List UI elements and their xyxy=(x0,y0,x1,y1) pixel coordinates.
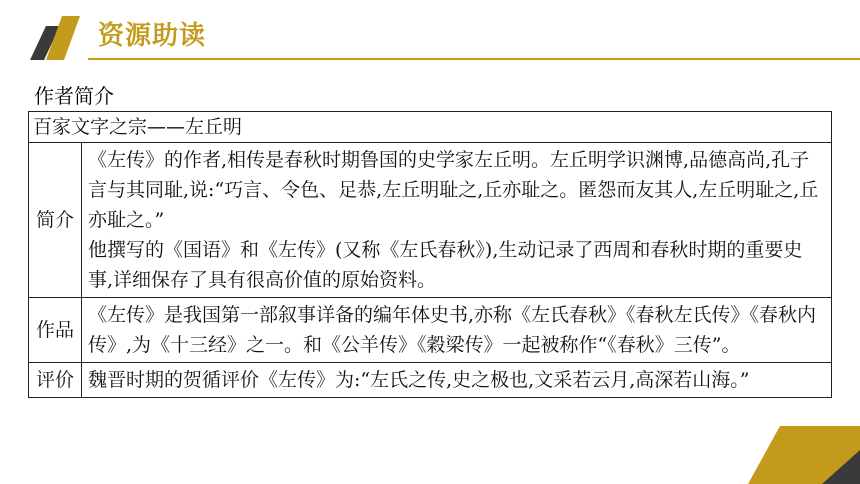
table-title: 百家文字之宗——左丘明 xyxy=(29,112,832,143)
header-divider xyxy=(88,58,860,60)
row-label-works: 作品 xyxy=(29,298,82,363)
section-title: 作者简介 xyxy=(34,84,114,108)
table-row xyxy=(29,143,832,298)
table-row xyxy=(29,363,832,398)
intro-paragraph-1: 《左传》的作者,相传是春秋时期鲁国的史学家左丘明。左丘明学识渊博,品德高尚,孔子言与其同耻,说:“巧言、令色、足恭,左丘明耻之,丘亦耻之。匿怨而友其人,左丘明耻之,丘亦耻之。” xyxy=(88,149,819,231)
works-paragraph: 《左传》是我国第一部叙事详备的编年体史书,亦称《左氏春秋》《春秋左氏传》《春秋内传》,为《十三经》之一。和《公羊传》《穀梁传》一起被称作“《春秋》三传”。 xyxy=(88,304,817,356)
header-logo-icon xyxy=(30,16,80,60)
author-info-table xyxy=(28,111,832,398)
row-label-intro: 简介 xyxy=(29,143,82,298)
table-title-row xyxy=(29,112,832,143)
table-row xyxy=(29,298,832,363)
intro-paragraph-2: 他撰写的《国语》和《左传》(又称《左氏春秋》),生动记录了西周和春秋时期的重要史事,详细保存了具有很高价值的原始资料。 xyxy=(88,239,803,291)
row-content-works xyxy=(82,298,832,363)
row-content-evaluation xyxy=(82,363,832,398)
row-label-evaluation: 评价 xyxy=(29,363,82,398)
evaluation-paragraph: 魏晋时期的贺循评价《左传》为:“左氏之传,史之极也,文采若云月,高深若山海。” xyxy=(88,369,750,391)
row-content-intro xyxy=(82,143,832,298)
header-title: 资源助读 xyxy=(98,21,207,51)
corner-decoration xyxy=(710,424,860,484)
